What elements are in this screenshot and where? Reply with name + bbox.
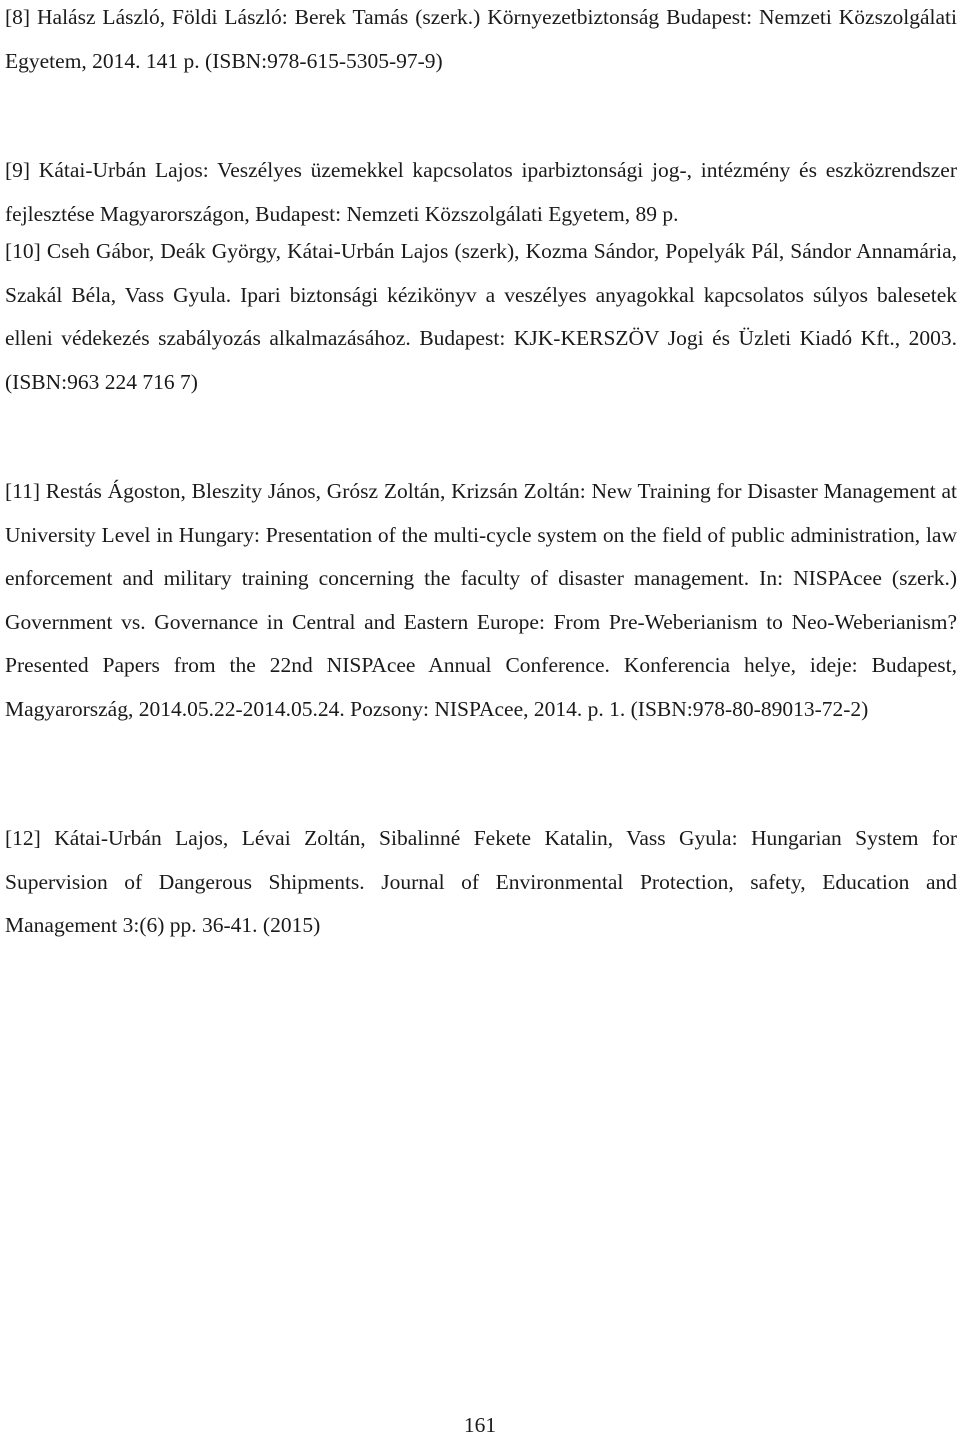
page-number: 161	[463, 1413, 497, 1437]
reference-11: [11] Restás Ágoston, Bleszity János, Grósz Zoltán, Krizsán Zoltán: New Training for Disaster Management at University Level in Hungary: Presentation of the multi-cycle system on the field of public administration, law enforcement and military training concerning the faculty of disaster management. In: NISPAcee (szerk.) Government vs. Governance in Central and Eastern Europe: From Pre-Weberianism to Neo-Weberianism? Presented Papers from the 22nd NISPAcee Annual Conference. Konferencia helye, ideje: Budapest, Magyarország, 2014.05.22-2014.05.24. Pozsony: NISPAcee, 2014. p. 1. (ISBN:978-80-89013-72-2)	[5, 479, 957, 721]
reference-12: [12] Kátai-Urbán Lajos, Lévai Zoltán, Sibalinné Fekete Katalin, Vass Gyula: Hungarian System for Supervision of Dangerous Shipments. Journal of Environmental Protection, safety, Education and Management 3:(6) pp. 36-41. (2015)	[5, 826, 957, 937]
reference-9: [9] Kátai-Urbán Lajos: Veszélyes üzemekkel kapcsolatos iparbiztonsági jog-, intézmény és eszközrendszer fejlesztése Magyarországon, Budapest: Nemzeti Közszolgálati Egyetem, 89 p.	[5, 158, 957, 226]
reference-8: [8] Halász László, Földi László: Berek Tamás (szerk.) Környezetbiztonság Budapest: Nemzeti Közszolgálati Egyetem, 2014. 141 p. (ISBN:978-615-5305-97-9)	[5, 5, 957, 73]
reference-10: [10] Cseh Gábor, Deák György, Kátai-Urbán Lajos (szerk), Kozma Sándor, Popelyák Pál, Sándor Annamária, Szakál Béla, Vass Gyula. Ipari biztonsági kézikönyv a veszélyes anyagokkal kapcsolatos súlyos balesetek elleni védekezés szabályozás alkalmazásához. Budapest: KJK-KERSZÖV Jogi és Üzleti Kiadó Kft., 2003. (ISBN:963 224 716 7)	[5, 239, 957, 394]
